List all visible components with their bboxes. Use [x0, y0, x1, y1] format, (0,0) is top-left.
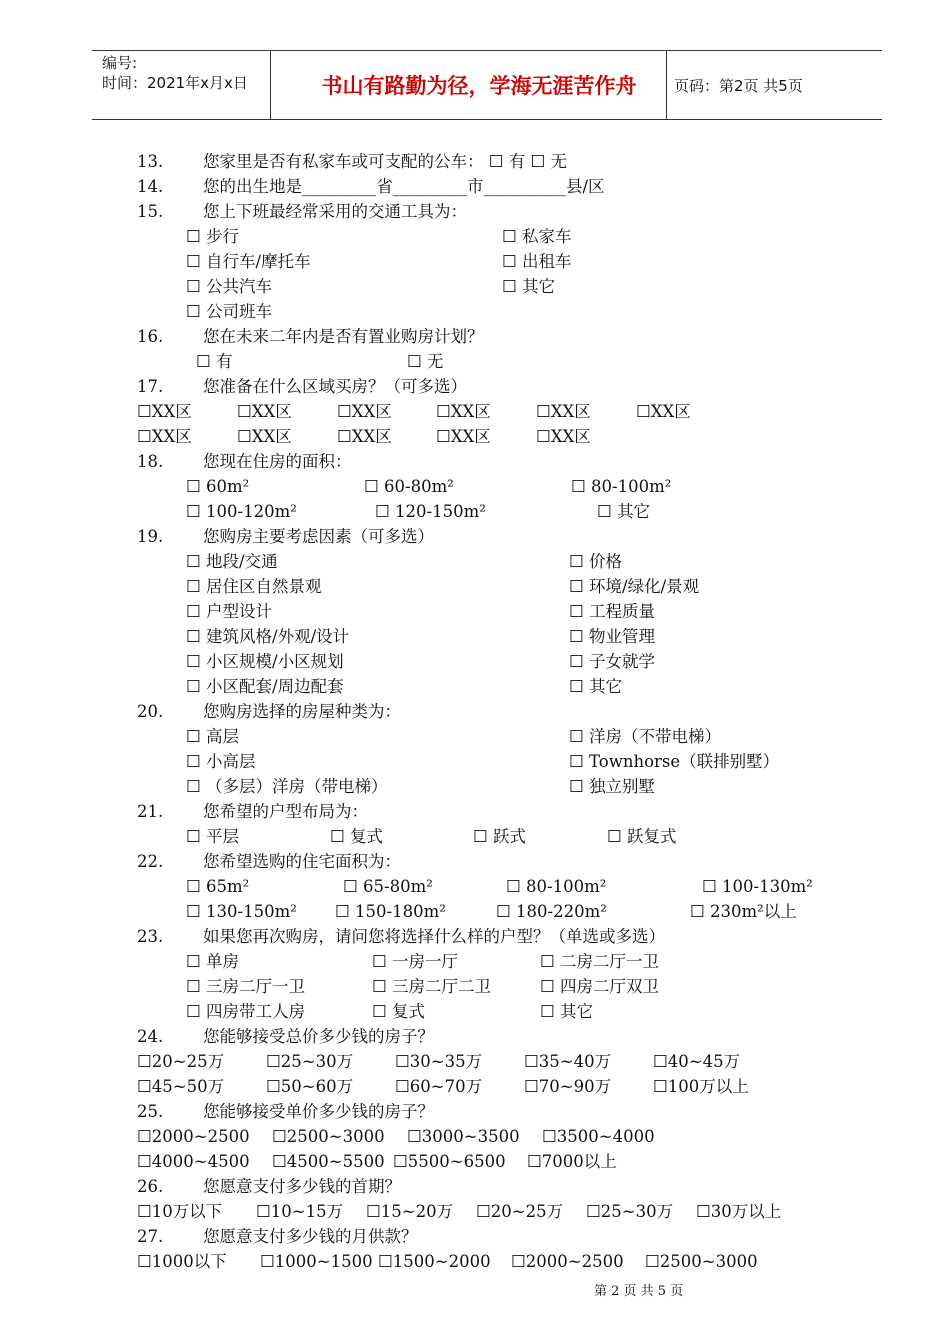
- option-checkbox[interactable]: ☐10万以下: [137, 1202, 223, 1221]
- option-checkbox[interactable]: ☐1000以下: [137, 1252, 227, 1271]
- option-checkbox[interactable]: ☐ 户型设计: [186, 602, 273, 621]
- option-checkbox[interactable]: ☐15~20万: [366, 1202, 454, 1221]
- option-checkbox[interactable]: ☐ 跃复式: [607, 827, 677, 846]
- option-checkbox[interactable]: ☐ 60m²: [186, 477, 250, 496]
- option-checkbox[interactable]: ☐ 步行: [186, 227, 240, 246]
- option-checkbox[interactable]: ☐ 跃式: [473, 827, 527, 846]
- option-checkbox[interactable]: ☐ 复式: [372, 1002, 426, 1021]
- question-number: 15.: [137, 202, 164, 221]
- option-checkbox[interactable]: ☐XX区: [536, 427, 591, 446]
- option-checkbox[interactable]: ☐XX区: [237, 427, 292, 446]
- question-text: 您准备在什么区域买房？（可多选）: [203, 377, 467, 396]
- question-27: [137, 1226, 418, 1248]
- option-checkbox[interactable]: ☐ 80-100m²: [506, 877, 607, 896]
- option-checkbox[interactable]: ☐5500~6500: [393, 1152, 506, 1171]
- question-text: 如果您再次购房，请问您将选择什么样的户型？（单选或多选）: [203, 927, 665, 946]
- option-checkbox[interactable]: ☐30~35万: [395, 1052, 483, 1071]
- option-checkbox[interactable]: ☐XX区: [137, 427, 192, 446]
- question-17: [137, 376, 467, 398]
- option-checkbox[interactable]: ☐ 工程质量: [569, 602, 656, 621]
- option-checkbox[interactable]: ☐ 二房二厅一卫: [540, 952, 660, 971]
- question-text: 您家里是否有私家车或可支配的公车： ☐ 有 ☐ 无: [203, 152, 568, 171]
- question-24: [137, 1026, 434, 1048]
- option-checkbox[interactable]: ☐ 100-120m²: [186, 502, 297, 521]
- option-checkbox[interactable]: ☐1000~1500: [260, 1252, 373, 1271]
- option-checkbox[interactable]: ☐ 四房二厅双卫: [540, 977, 660, 996]
- question-21: [137, 801, 368, 823]
- question-text: 您希望选购的住宅面积为：: [203, 852, 401, 871]
- option-checkbox[interactable]: ☐ 小区规模/小区规划: [186, 652, 344, 671]
- option-checkbox[interactable]: ☐20~25万: [137, 1052, 225, 1071]
- page-footer: 第 2 页 共 5 页: [594, 1284, 684, 1299]
- option-checkbox[interactable]: ☐ 其它: [597, 502, 651, 521]
- option-checkbox[interactable]: ☐ 60-80m²: [364, 477, 454, 496]
- option-checkbox[interactable]: ☐ 四房带工人房: [186, 1002, 306, 1021]
- option-checkbox[interactable]: ☐60~70万: [395, 1077, 483, 1096]
- question-text: 您上下班最经常采用的交通工具为：: [203, 202, 467, 221]
- question-20: [137, 701, 401, 723]
- option-checkbox[interactable]: ☐ 自行车/摩托车: [186, 252, 311, 271]
- question-text: 您愿意支付多少钱的首期？: [203, 1177, 401, 1196]
- question-number: 24.: [137, 1027, 164, 1046]
- option-checkbox[interactable]: ☐ 出租车: [502, 252, 572, 271]
- number-label: 编号:: [102, 54, 138, 72]
- question-number: 26.: [137, 1177, 164, 1196]
- question-25: [137, 1101, 434, 1123]
- option-checkbox[interactable]: ☐ 一房一厅: [372, 952, 459, 971]
- option-checkbox[interactable]: ☐ 复式: [330, 827, 384, 846]
- option-checkbox[interactable]: ☐35~40万: [524, 1052, 612, 1071]
- option-checkbox[interactable]: ☐ 80-100m²: [571, 477, 672, 496]
- question-19: [137, 526, 434, 548]
- option-checkbox[interactable]: ☐ 地段/交通: [186, 552, 278, 571]
- option-checkbox[interactable]: ☐3500~4000: [542, 1127, 655, 1146]
- question-number: 22.: [137, 852, 164, 871]
- option-checkbox[interactable]: ☐XX区: [337, 427, 392, 446]
- option-checkbox[interactable]: ☐ 无: [407, 352, 444, 371]
- question-14: [137, 176, 605, 198]
- option-checkbox[interactable]: ☐2500~3000: [272, 1127, 385, 1146]
- question-number: 17.: [137, 377, 164, 396]
- option-checkbox[interactable]: ☐ 其它: [540, 1002, 594, 1021]
- option-checkbox[interactable]: ☐2000~2500: [511, 1252, 624, 1271]
- question-text: 您能够接受单价多少钱的房子？: [203, 1102, 434, 1121]
- option-checkbox[interactable]: ☐ 子女就学: [569, 652, 656, 671]
- time-label: 时间：2021年x月x日: [102, 74, 248, 92]
- option-checkbox[interactable]: ☐XX区: [337, 402, 392, 421]
- option-checkbox[interactable]: ☐XX区: [137, 402, 192, 421]
- option-checkbox[interactable]: ☐45~50万: [137, 1077, 225, 1096]
- option-checkbox[interactable]: ☐ 130-150m²: [186, 902, 297, 921]
- option-checkbox[interactable]: ☐ 小高层: [186, 752, 256, 771]
- option-checkbox[interactable]: ☐30万以上: [696, 1202, 782, 1221]
- question-number: 20.: [137, 702, 164, 721]
- option-checkbox[interactable]: ☐ （多层）洋房（带电梯）: [186, 777, 388, 796]
- option-checkbox[interactable]: ☐ 100-130m²: [702, 877, 813, 896]
- option-checkbox[interactable]: ☐ 公司班车: [186, 302, 273, 321]
- option-checkbox[interactable]: ☐ 120-150m²: [375, 502, 486, 521]
- question-text: 您愿意支付多少钱的月供款？: [203, 1227, 418, 1246]
- option-checkbox[interactable]: ☐1500~2000: [378, 1252, 491, 1271]
- option-checkbox[interactable]: ☐ 公共汽车: [186, 277, 273, 296]
- question-text: 您购房选择的房屋种类为：: [203, 702, 401, 721]
- option-checkbox[interactable]: ☐50~60万: [266, 1077, 354, 1096]
- question-26: [137, 1176, 401, 1198]
- question-number: 27.: [137, 1227, 164, 1246]
- option-checkbox[interactable]: ☐2000~2500: [137, 1127, 250, 1146]
- option-checkbox[interactable]: ☐ 环境/绿化/景观: [569, 577, 700, 596]
- question-text: 您希望的户型布局为：: [203, 802, 368, 821]
- option-checkbox[interactable]: ☐ 65-80m²: [343, 877, 433, 896]
- question-number: 16.: [137, 327, 164, 346]
- option-checkbox[interactable]: ☐ 其它: [502, 277, 556, 296]
- question-text: 您能够接受总价多少钱的房子？: [203, 1027, 434, 1046]
- header-slogan: 书山有路勤为径，学海无涯苦作舟: [321, 73, 637, 98]
- option-checkbox[interactable]: ☐2500~3000: [645, 1252, 758, 1271]
- question-23: [137, 926, 665, 948]
- option-checkbox[interactable]: ☐XX区: [436, 427, 491, 446]
- question-text: 您在未来二年内是否有置业购房计划？: [203, 327, 484, 346]
- page-header: [92, 50, 882, 120]
- option-checkbox[interactable]: ☐ 独立别墅: [569, 777, 656, 796]
- question-number: 25.: [137, 1102, 164, 1121]
- option-checkbox[interactable]: ☐70~90万: [524, 1077, 612, 1096]
- question-text: 您购房主要考虑因素（可多选）: [203, 527, 434, 546]
- option-checkbox[interactable]: ☐25~30万: [266, 1052, 354, 1071]
- option-checkbox[interactable]: ☐ 单房: [186, 952, 240, 971]
- option-checkbox[interactable]: ☐4500~5500: [272, 1152, 385, 1171]
- option-checkbox[interactable]: ☐10~15万: [256, 1202, 344, 1221]
- question-15: [137, 201, 467, 223]
- option-checkbox[interactable]: ☐XX区: [237, 402, 292, 421]
- option-checkbox[interactable]: ☐ 高层: [186, 727, 240, 746]
- option-checkbox[interactable]: ☐XX区: [436, 402, 491, 421]
- option-checkbox[interactable]: ☐ 有: [196, 352, 233, 371]
- option-checkbox[interactable]: ☐XX区: [536, 402, 591, 421]
- option-checkbox[interactable]: ☐20~25万: [476, 1202, 564, 1221]
- question-22: [137, 851, 401, 873]
- question-16: [137, 326, 484, 348]
- option-checkbox[interactable]: ☐3000~3500: [407, 1127, 520, 1146]
- option-checkbox[interactable]: ☐ 建筑风格/外观/设计: [186, 627, 350, 646]
- question-number: 18.: [137, 452, 164, 471]
- option-checkbox[interactable]: ☐ 物业管理: [569, 627, 656, 646]
- option-checkbox[interactable]: ☐ 三房二厅一卫: [186, 977, 306, 996]
- header-page-number: 页码：第2页 共5页: [674, 77, 803, 95]
- header-divider: [666, 51, 667, 119]
- option-checkbox[interactable]: ☐XX区: [636, 402, 691, 421]
- question-number: 13.: [137, 152, 164, 171]
- question-13: [137, 151, 567, 173]
- question-number: 19.: [137, 527, 164, 546]
- option-checkbox[interactable]: ☐ 180-220m²: [496, 902, 607, 921]
- option-checkbox[interactable]: ☐7000以上: [527, 1152, 617, 1171]
- option-checkbox[interactable]: ☐ 小区配套/周边配套: [186, 677, 344, 696]
- question-number: 14.: [137, 177, 164, 196]
- option-checkbox[interactable]: ☐ 150-180m²: [335, 902, 446, 921]
- option-checkbox[interactable]: ☐100万以上: [653, 1077, 749, 1096]
- option-checkbox[interactable]: ☐ 价格: [569, 552, 623, 571]
- option-checkbox[interactable]: ☐25~30万: [586, 1202, 674, 1221]
- option-checkbox[interactable]: ☐ 居住区自然景观: [186, 577, 322, 596]
- question-number: 23.: [137, 927, 164, 946]
- option-checkbox[interactable]: ☐ Townhorse（联排别墅）: [569, 752, 780, 771]
- option-checkbox[interactable]: ☐ 65m²: [186, 877, 250, 896]
- option-checkbox[interactable]: ☐ 其它: [569, 677, 623, 696]
- question-number: 21.: [137, 802, 164, 821]
- question-text: 您现在住房的面积：: [203, 452, 352, 471]
- option-checkbox[interactable]: ☐ 230m²以上: [690, 902, 797, 921]
- option-checkbox[interactable]: ☐ 三房二厅二卫: [372, 977, 492, 996]
- option-checkbox[interactable]: ☐4000~4500: [137, 1152, 250, 1171]
- option-checkbox[interactable]: ☐40~45万: [653, 1052, 741, 1071]
- header-meta: [102, 53, 248, 93]
- option-checkbox[interactable]: ☐ 平层: [186, 827, 240, 846]
- option-checkbox[interactable]: ☐ 私家车: [502, 227, 572, 246]
- question-18: [137, 451, 352, 473]
- question-text: 您的出生地是_________省_________市__________县/区: [203, 177, 605, 196]
- option-checkbox[interactable]: ☐ 洋房（不带电梯）: [569, 727, 722, 746]
